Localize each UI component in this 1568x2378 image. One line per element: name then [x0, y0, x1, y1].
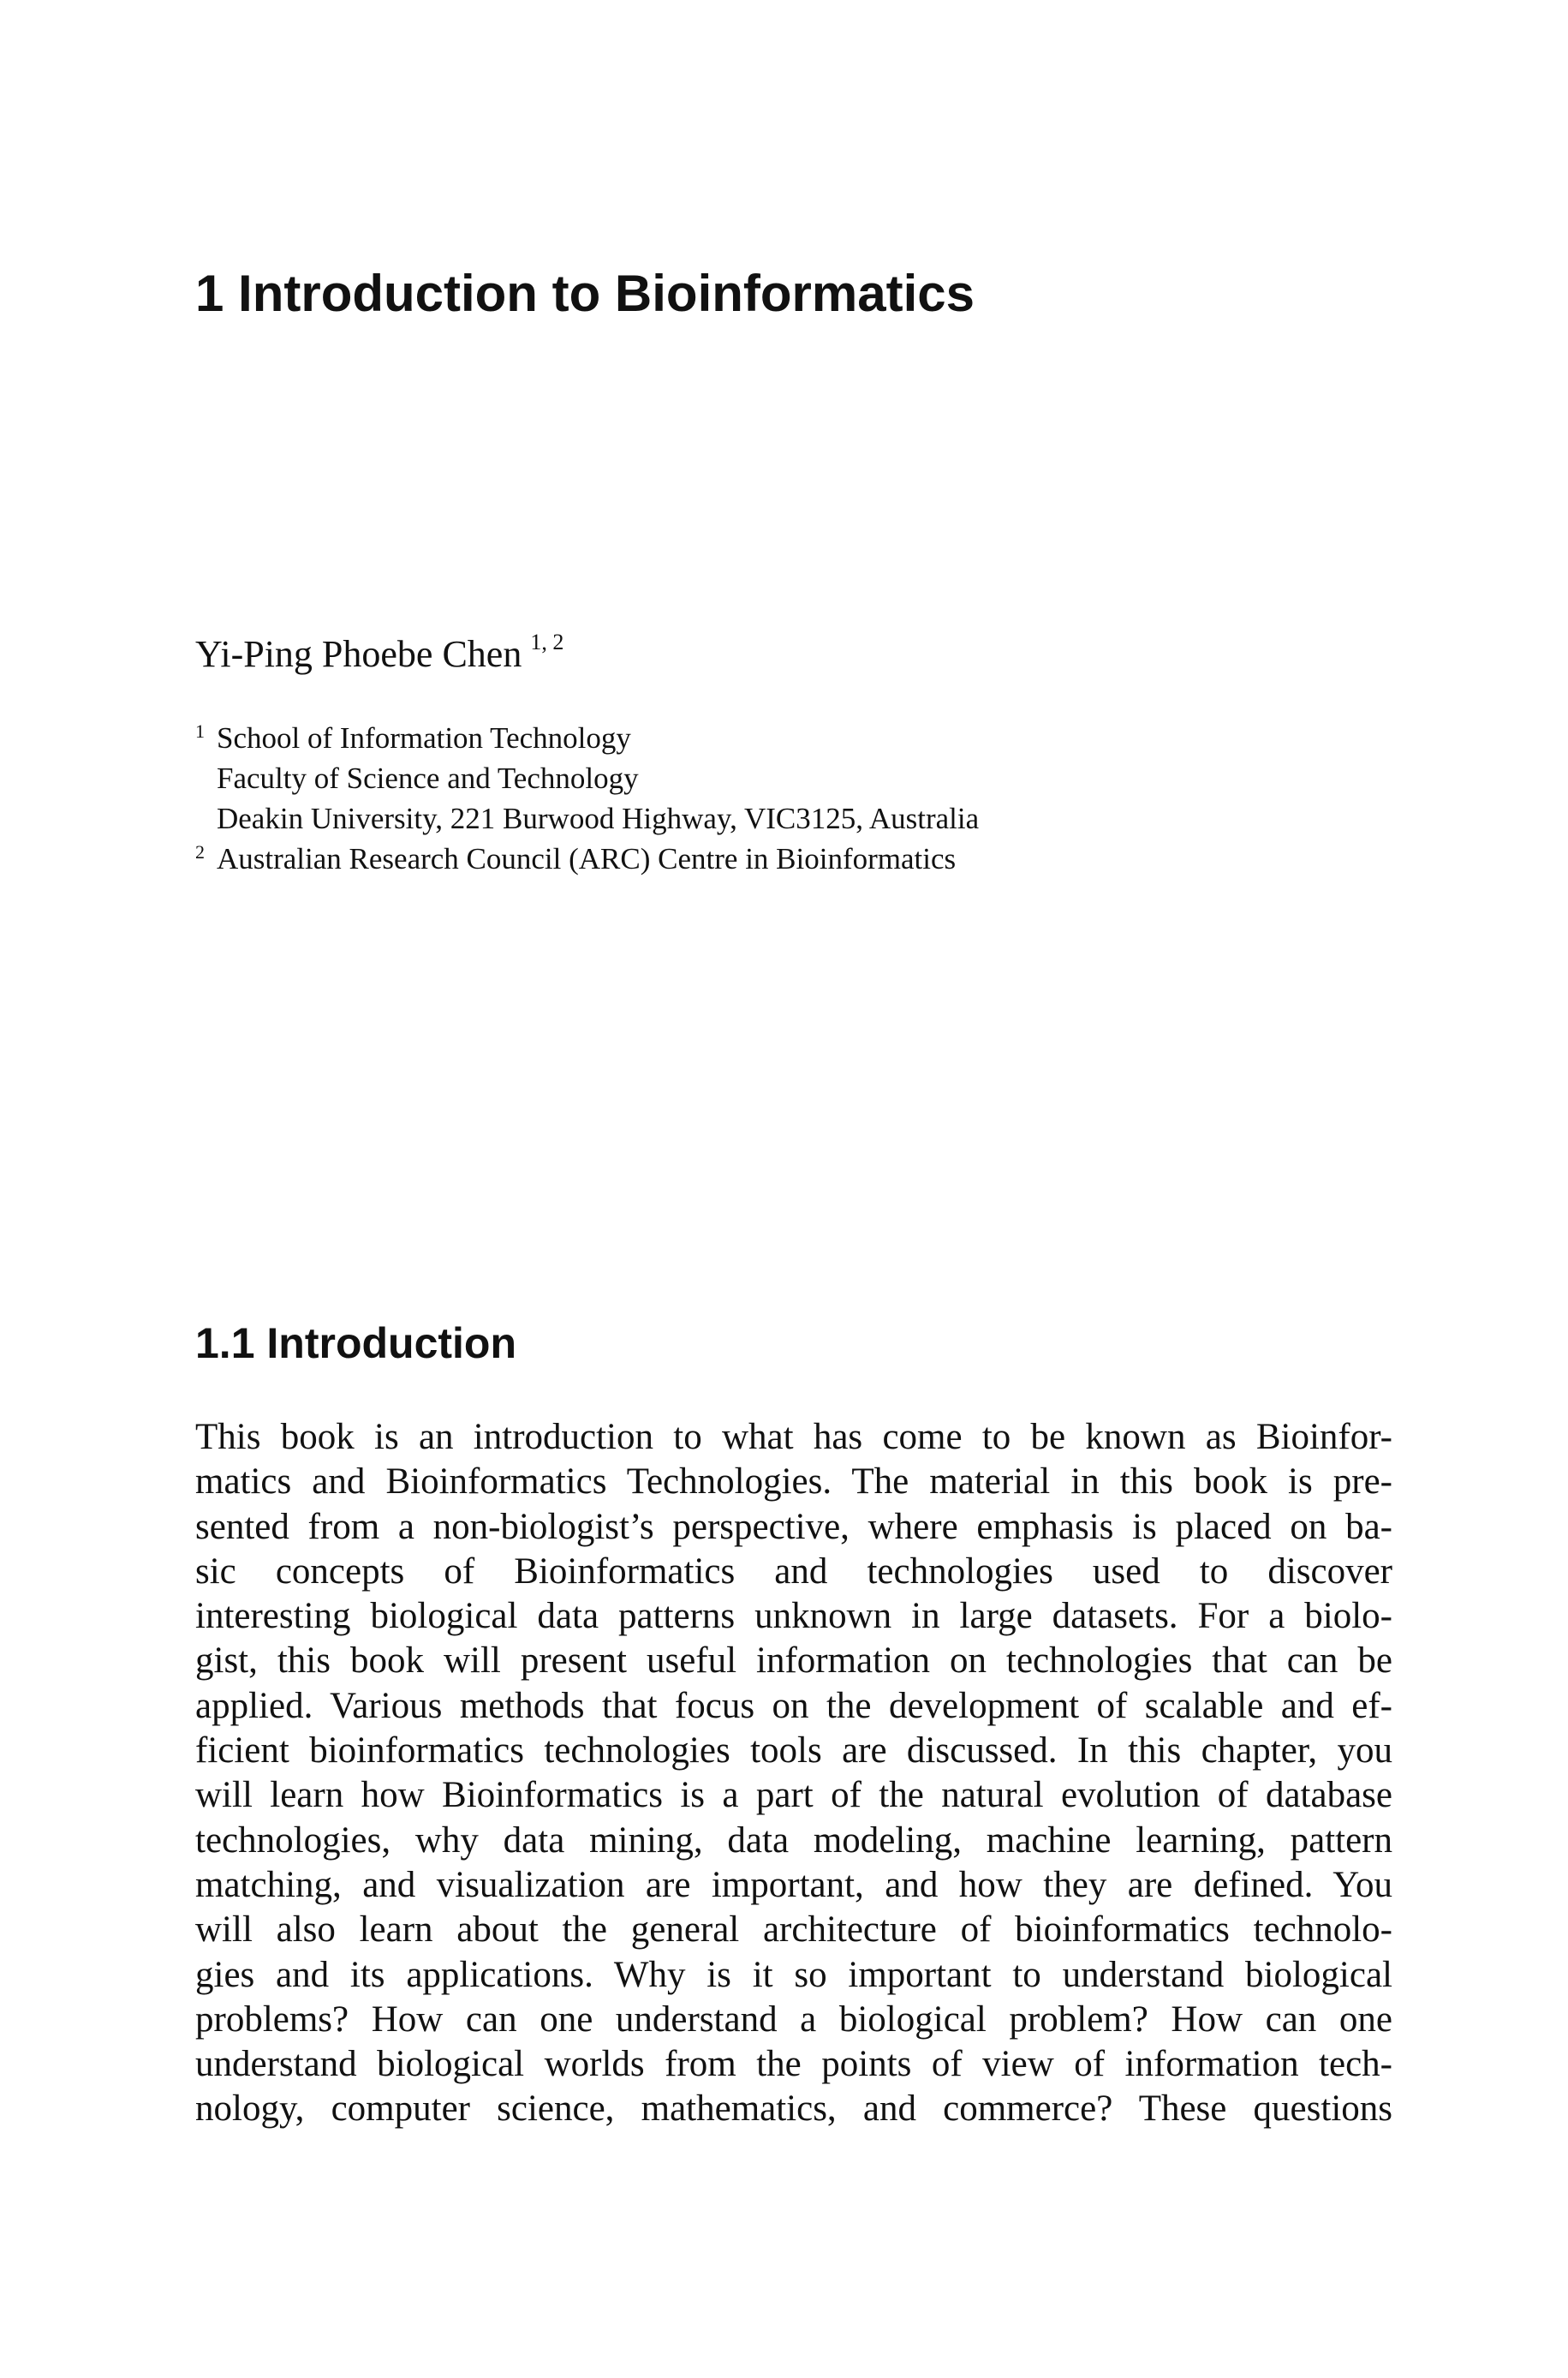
author-name: Yi-Ping Phoebe Chen	[195, 633, 522, 675]
body-line: sic concepts of Bioinformatics and technologies used to discover	[195, 1550, 1392, 1592]
author-line	[195, 632, 563, 678]
author-affiliation-marks: 1, 2	[530, 630, 564, 654]
affiliation-text: Faculty of Science and Technology	[217, 762, 639, 795]
affiliation-line	[195, 839, 979, 879]
body-line: will learn how Bioinformatics is a part of the natural evolution of database	[195, 1775, 1392, 1816]
body-line: This book is an introduction to what has come to be known as Bioinfor-	[195, 1417, 1392, 1457]
body-line: applied. Various methods that focus on the development of scalable and ef-	[195, 1685, 1392, 1726]
affiliation-mark: 2	[195, 841, 205, 863]
affiliation-line	[195, 758, 979, 798]
affiliation-text: Deakin University, 221 Burwood Highway, VIC3125, Australia	[217, 802, 980, 835]
body-line: sented from a non-biologist’s perspective, where emphasis is placed on ba-	[195, 1506, 1392, 1547]
body-paragraph	[195, 1415, 1392, 2132]
body-line: technologies, why data mining, data modeling, machine learning, pattern	[195, 1819, 1392, 1861]
affiliation-line	[195, 718, 979, 758]
affiliation-mark: 1	[195, 720, 205, 742]
body-line: gist, this book will present useful information on technologies that can be	[195, 1640, 1392, 1682]
body-line: matics and Bioinformatics Technologies. The material in this book is pre-	[195, 1461, 1392, 1503]
chapter-title: 1 Introduction to Bioinformatics	[195, 265, 975, 322]
affiliation-text: Australian Research Council (ARC) Centre in Bioinformatics	[217, 842, 957, 875]
body-line: matching, and visualization are important, and how they are defined. You	[195, 1864, 1392, 1905]
body-line: gies and its applications. Why is it so important to understand biological	[195, 1954, 1392, 1995]
body-line: problems? How can one understand a biological problem? How can one	[195, 1999, 1392, 2040]
body-line: interesting biological data patterns unknown in large datasets. For a biolo-	[195, 1596, 1392, 1637]
body-line: understand biological worlds from the points of view of information tech-	[195, 2044, 1392, 2085]
section-title: 1.1 Introduction	[195, 1319, 516, 1367]
affiliation-line	[195, 798, 979, 839]
affiliation-text: School of Information Technology	[217, 721, 631, 755]
body-line: will also learn about the general architecture of bioinformatics technolo-	[195, 1909, 1392, 1951]
affiliations-block	[195, 718, 979, 879]
body-line: nology, computer science, mathematics, and commerce? These questions	[195, 2088, 1392, 2130]
body-line: ficient bioinformatics technologies tools are discussed. In this chapter, you	[195, 1730, 1392, 1772]
